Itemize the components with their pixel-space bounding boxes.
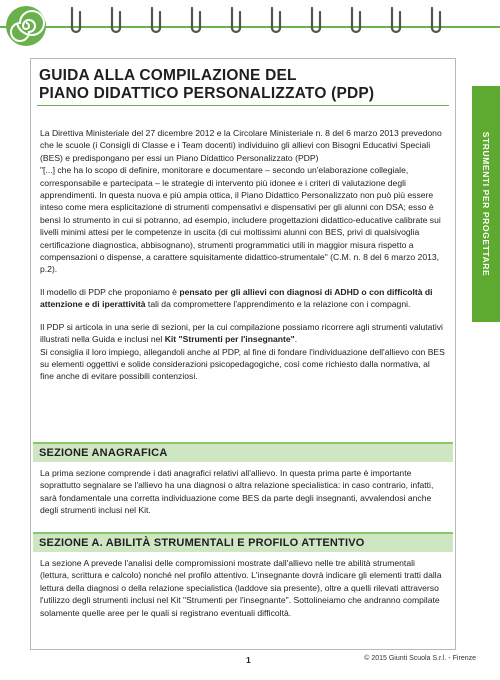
notebook-binding bbox=[62, 2, 462, 40]
pdp-model-text-end: tali da compromettere l'apprendimento e la relazione con i compagni. bbox=[145, 299, 411, 310]
intro-paragraph: La Direttiva Ministeriale del 27 dicembre 2012 e la Circolare Ministeriale n. 8 del 6 marzo 2013 prevedono che le scuole (i Consigli di Classe e i Team docenti) individuino gli allievi con Bisogni Educativi Speciali (BES) e predispongano per essi un Piano Didattico Personalizzato (PDP) bbox=[40, 128, 442, 163]
pdp-sections-end: . bbox=[294, 334, 298, 345]
title-line-2: PIANO DIDATTICO PERSONALIZZATO (PDP) bbox=[39, 85, 375, 102]
advice-paragraph: Si consiglia il loro impiego, allegandoli anche al PDP, al fine di fondare l'individuazione dell'allievo con BES su elementi oggettivi e solide considerazioni psicopedagogiche, così come richiesto dalla normativa, al fine anche di evitare possibili contenziosi. bbox=[40, 346, 445, 382]
pdp-model-highlight: pensato per gli allievi con diagnosi di ADHD o con difficoltà di attenzione e di iperattività bbox=[40, 286, 433, 310]
side-tab-strumenti bbox=[472, 86, 500, 322]
copyright-notice: © 2015 Giunti Scuola S.r.l. - Firenze bbox=[364, 655, 476, 662]
pdp-sections-text: Il PDP si articola in una serie di sezioni, per la cui compilazione possiamo ricorrere agli strumenti valutativi illustrati nella Guida e inclusi nel bbox=[40, 321, 443, 345]
side-tab-label: STRUMENTI PER PROGETTARE bbox=[481, 131, 491, 277]
notebook-ring-icon bbox=[152, 8, 160, 32]
section-a-text: La sezione A prevede l'analisi delle compromissioni mostrate dall'allievo nelle tre abilità strumentali (lettura, scrittura e calcolo) nonché nel profilo attentivo. L'insegnante dovrà indicare gli elementi tratti dalla lettura della diagnosi o della relazione specialistica (laddove sia presente), oltre a quelli rilevati attraverso l'utilizzo degli strumenti inclusi nel Kit "Strumenti per l'insegnante". Sottolineiamo che andranno compilate solamente quelle aree per le quali si registrano eventuali difficoltà. bbox=[40, 558, 442, 618]
spiral-logo-icon bbox=[4, 4, 48, 48]
document-page bbox=[30, 58, 456, 650]
notebook-ring-icon bbox=[312, 8, 320, 32]
section-header-a bbox=[33, 532, 453, 552]
section-header-anagrafica bbox=[33, 442, 453, 462]
notebook-ring-icon bbox=[72, 8, 80, 32]
title-line-1: GUIDA ALLA COMPILAZIONE DEL bbox=[39, 67, 297, 84]
page-number: 1 bbox=[246, 655, 251, 665]
notebook-ring-icon bbox=[192, 8, 200, 32]
notebook-ring-icon bbox=[112, 8, 120, 32]
notebook-ring-icon bbox=[392, 8, 400, 32]
notebook-ring-icon bbox=[272, 8, 280, 32]
section-title: SEZIONE ANAGRAFICA bbox=[39, 447, 168, 459]
directive-quote: "[...] che ha lo scopo di definire, monitorare e documentare – secondo un'elaborazione collegiale, corresponsabile e partecipata – le strategie di intervento più idonee e i criteri di valutazione degli apprendimenti. In questa nuova e più ampia ottica, il Piano Didattico Personalizzato non può più essere inteso come mera esplicitazione di strumenti compensativi e dispensativi per gli alunni con DSA; esso è bensì lo strumento in cui si potranno, ad esempio, includere progettazioni didattico-educative calibrate sui livelli minimi attesi per le competenze in uscita (di cui moltissimi alunni con BES, privi di qualsivoglia certificazione diagnostica, abbisognano), strumenti programmatici utili in maggior misura rispetto a compensazioni o dispense, a carattere squisitamente didattico-strumentale" (C.M. n. 8 del 6 marzo 2013, p.2). bbox=[40, 165, 441, 275]
page-title bbox=[39, 67, 374, 103]
pdp-model-text: Il modello di PDP che proponiamo è bbox=[40, 286, 180, 297]
notebook-ring-icon bbox=[432, 8, 440, 32]
section-anagrafica-text: La prima sezione comprende i dati anagrafici relativi all'allievo. In questa prima parte è importante soprattutto segnalare se l'allievo ha una diagnosi o altra relazione specialistica: in caso contrario, infatti, sarà fondamentale una corretta individuazione come BES da parte degli insegnanti, avvalendosi anche degli strumenti inclusi nel Kit. bbox=[40, 468, 434, 516]
notebook-ring-icon bbox=[352, 8, 360, 32]
pdp-sections-paragraph bbox=[40, 321, 446, 346]
section-title: SEZIONE A. ABILITÀ STRUMENTALI E PROFILO ATTENTIVO bbox=[39, 537, 365, 549]
pdp-model-paragraph bbox=[40, 286, 446, 311]
intro-body bbox=[40, 127, 446, 393]
notebook-ring-icon bbox=[232, 8, 240, 32]
kit-name: Kit "Strumenti per l'insegnante" bbox=[164, 334, 295, 345]
title-divider bbox=[37, 105, 449, 106]
